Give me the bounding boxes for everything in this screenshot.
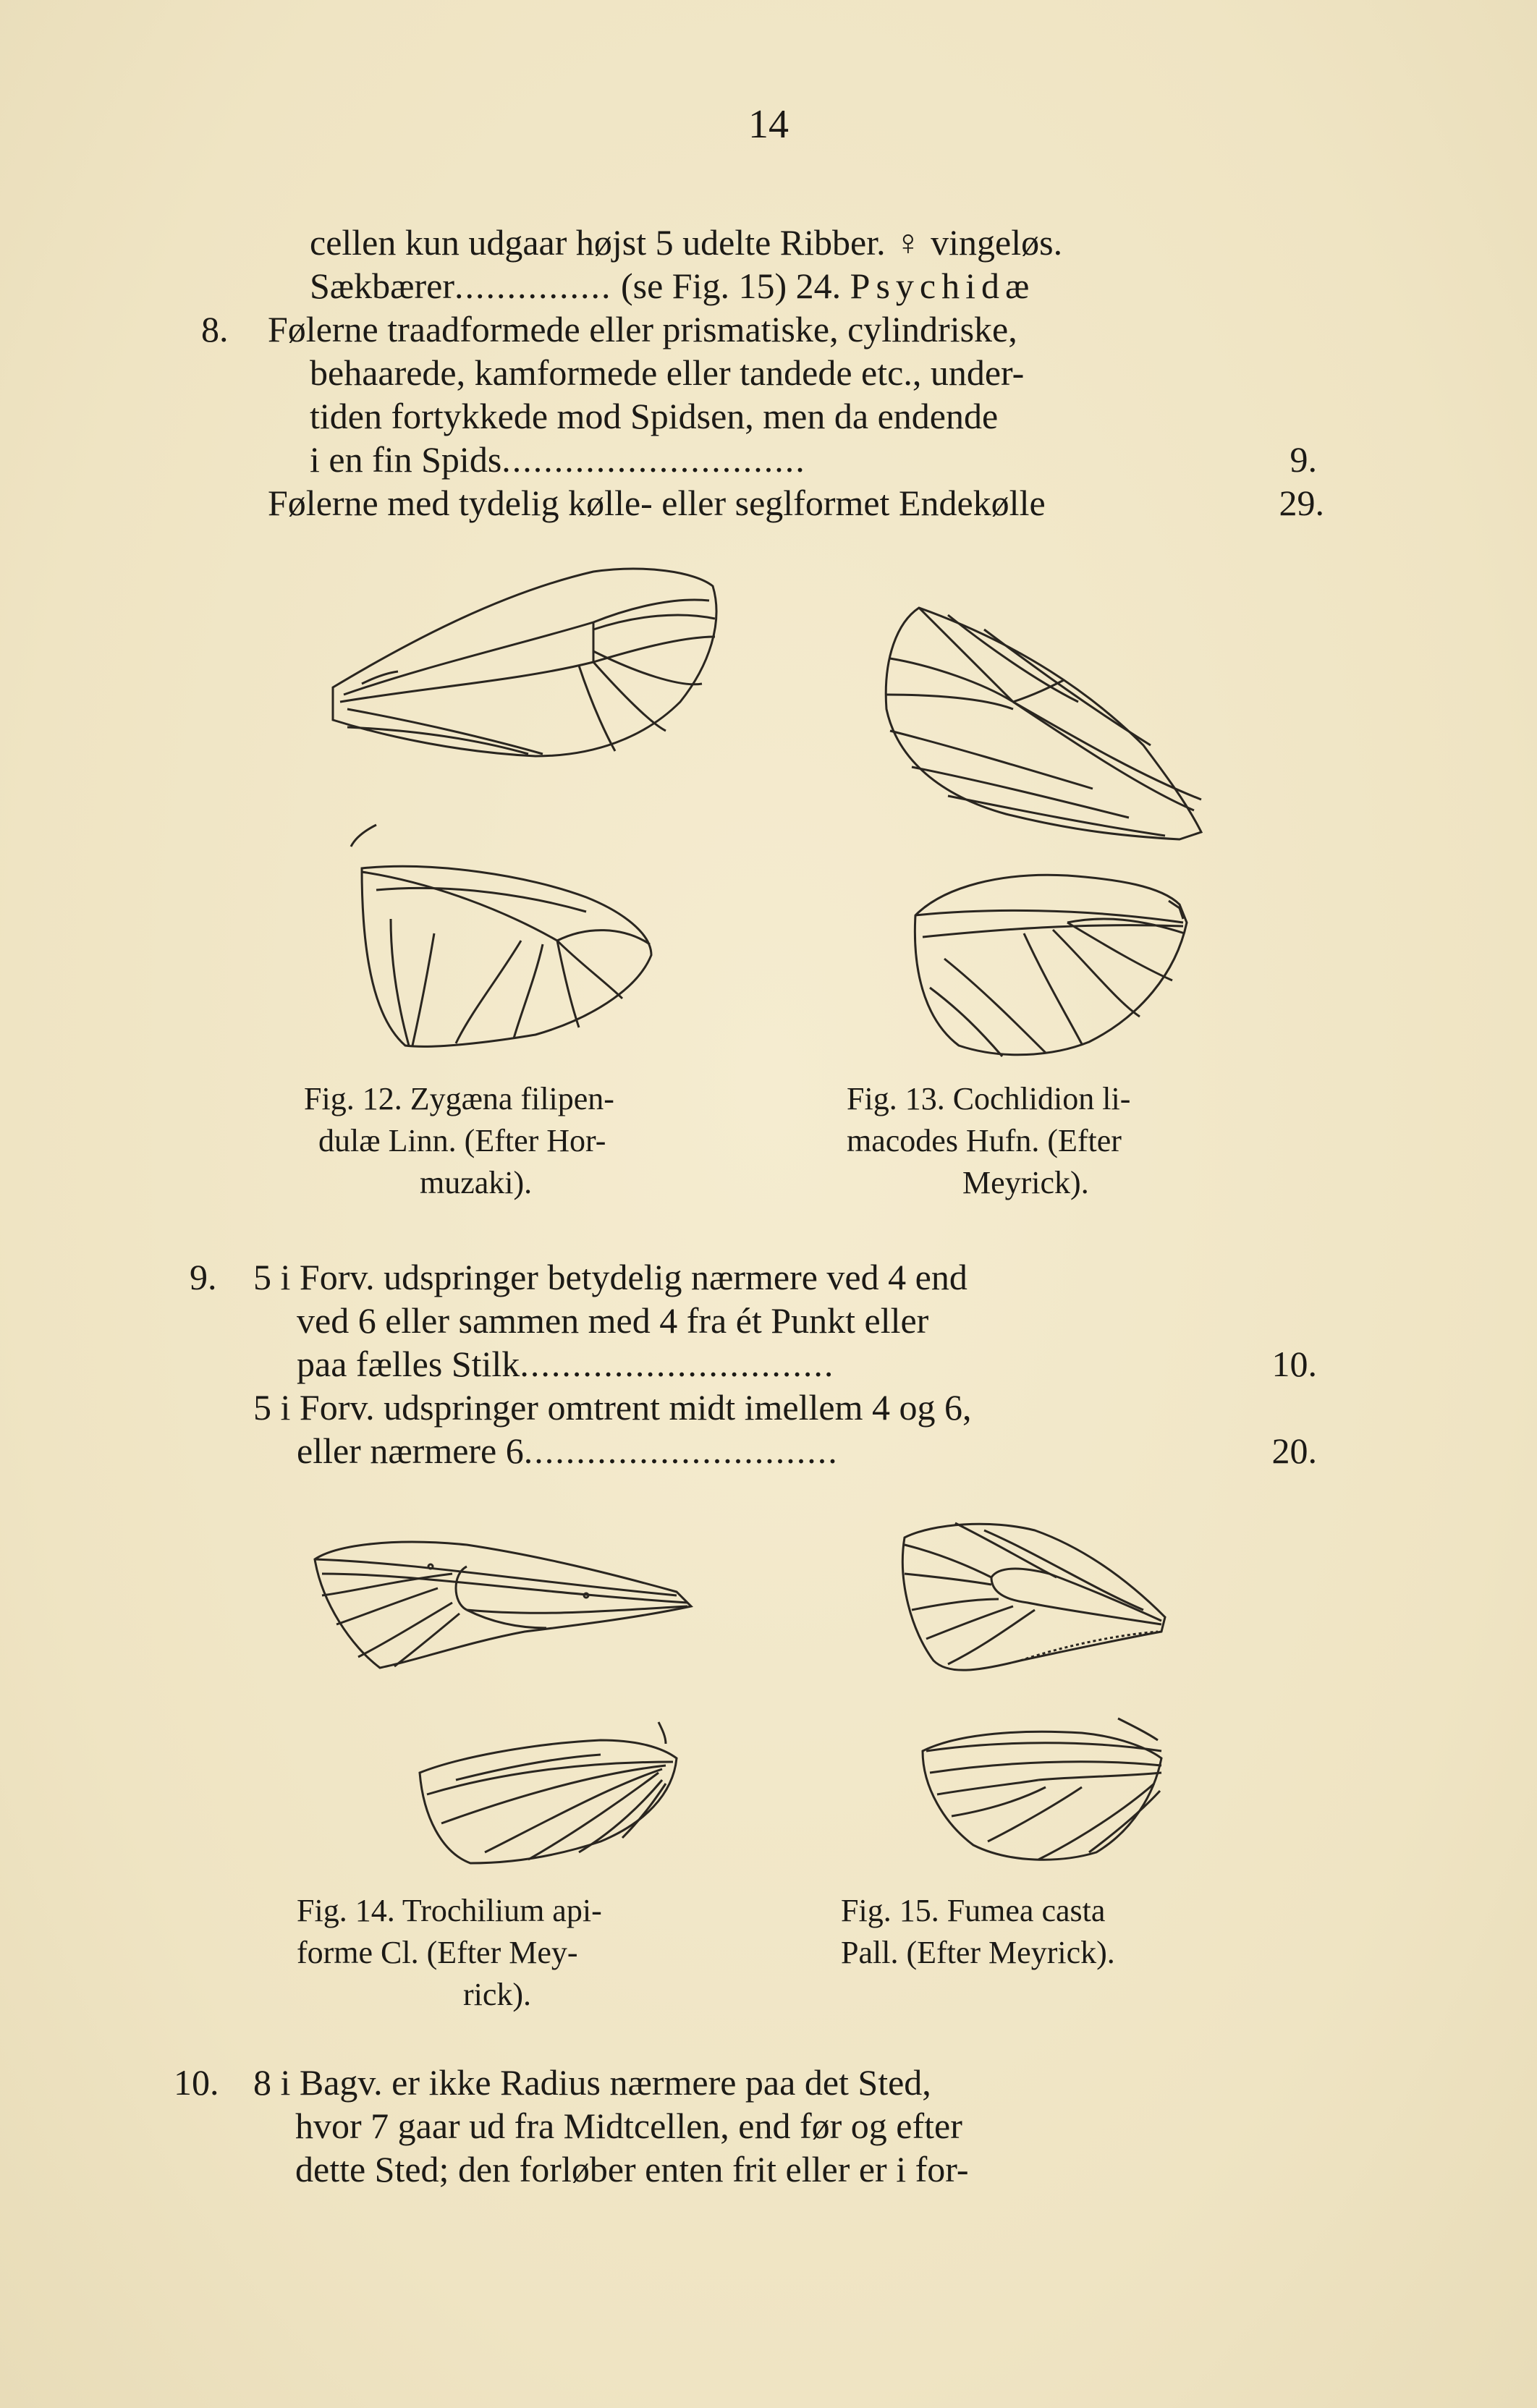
key-number: 9. — [190, 1257, 217, 1297]
fig14-hindwing-drawing — [412, 1715, 680, 1867]
fig12-hindwing-drawing — [347, 818, 659, 1049]
caption-line: Fig. 15. Fumea casta — [841, 1893, 1106, 1928]
fig14-caption — [297, 1890, 602, 2016]
text-line: hvor 7 gaar ud fra Midtcellen, end før og efter — [295, 2106, 962, 2146]
text-line — [297, 1429, 839, 1472]
key-reference: 9. — [1290, 439, 1317, 480]
fig15-caption — [841, 1890, 1115, 1974]
text-line — [310, 438, 806, 481]
text-line — [310, 264, 1035, 308]
fig13-forewing-drawing — [876, 601, 1216, 854]
text-line: cellen kun udgaar højst 5 udelte Ribber. ♀ vingeløs. — [310, 222, 1063, 263]
text-line: 8 i Bagv. er ikke Radius nærmere paa det Sted, — [253, 2062, 931, 2103]
page-number: 14 — [748, 102, 789, 147]
text-line: ved 6 eller sammen med 4 fra ét Punkt eller — [297, 1300, 929, 1341]
key-number: 8. — [201, 309, 229, 349]
caption-line: macodes Hufn. (Efter — [847, 1123, 1122, 1158]
text-line: Følerne med tydelig kølle- eller seglformet Endekølle — [268, 483, 1046, 523]
caption-line: forme Cl. (Efter Mey- — [297, 1935, 578, 1970]
leader-dots: ............................. — [501, 439, 806, 480]
caption-line: dulæ Linn. (Efter Hor- — [318, 1123, 606, 1158]
entry-text: eller nærmere 6 — [297, 1430, 524, 1471]
key-reference: 10. — [1271, 1344, 1317, 1384]
text-line: dette Sted; den forløber enten frit eller er i for- — [295, 2149, 969, 2189]
entry-text: Sækbærer — [310, 266, 454, 306]
caption-line: Fig. 14. Trochilium api- — [297, 1893, 602, 1928]
caption-line: Fig. 13. Cochlidion li- — [847, 1081, 1131, 1116]
caption-line: rick). — [463, 1977, 532, 2012]
fig14-forewing-drawing — [308, 1530, 698, 1675]
fig13-caption — [847, 1078, 1130, 1204]
fig12-forewing-drawing — [318, 557, 724, 774]
text-line: Følerne traadformede eller prismatiske, cylindriske, — [268, 309, 1017, 349]
caption-line: Fig. 12. Zygæna filipen- — [304, 1081, 614, 1116]
leader-dots: .............................. — [520, 1344, 835, 1384]
text-line: 5 i Forv. udspringer omtrent midt imellem 4 og 6, — [253, 1387, 972, 1428]
family-name: Psychidæ — [850, 266, 1036, 306]
caption-line: muzaki). — [420, 1165, 533, 1200]
key-reference: 29. — [1279, 483, 1324, 523]
fig12-caption — [304, 1078, 614, 1204]
fig15-forewing-drawing — [890, 1516, 1172, 1690]
text-line: tiden fortykkede mod Spidsen, men da endende — [310, 396, 999, 436]
key-reference: 20. — [1271, 1430, 1317, 1471]
caption-line: Meyrick). — [962, 1165, 1089, 1200]
caption-line: Pall. (Efter Meyrick). — [841, 1935, 1115, 1970]
text-line: behaarede, kamformede eller tandede etc., under- — [310, 352, 1025, 393]
key-number: 10. — [174, 2062, 219, 2103]
entry-reference: (se Fig. 15) 24. — [621, 266, 842, 306]
fig13-hindwing-drawing — [901, 865, 1190, 1060]
entry-text: paa fælles Stilk — [297, 1344, 520, 1384]
text-line — [297, 1342, 834, 1386]
fig15-hindwing-drawing — [915, 1715, 1169, 1867]
entry-text: i en fin Spids — [310, 439, 502, 480]
leader-dots: .............................. — [523, 1430, 839, 1471]
text-line: 5 i Forv. udspringer betydelig nærmere ved 4 end — [253, 1257, 967, 1297]
leader-dots: ............... — [454, 266, 612, 306]
